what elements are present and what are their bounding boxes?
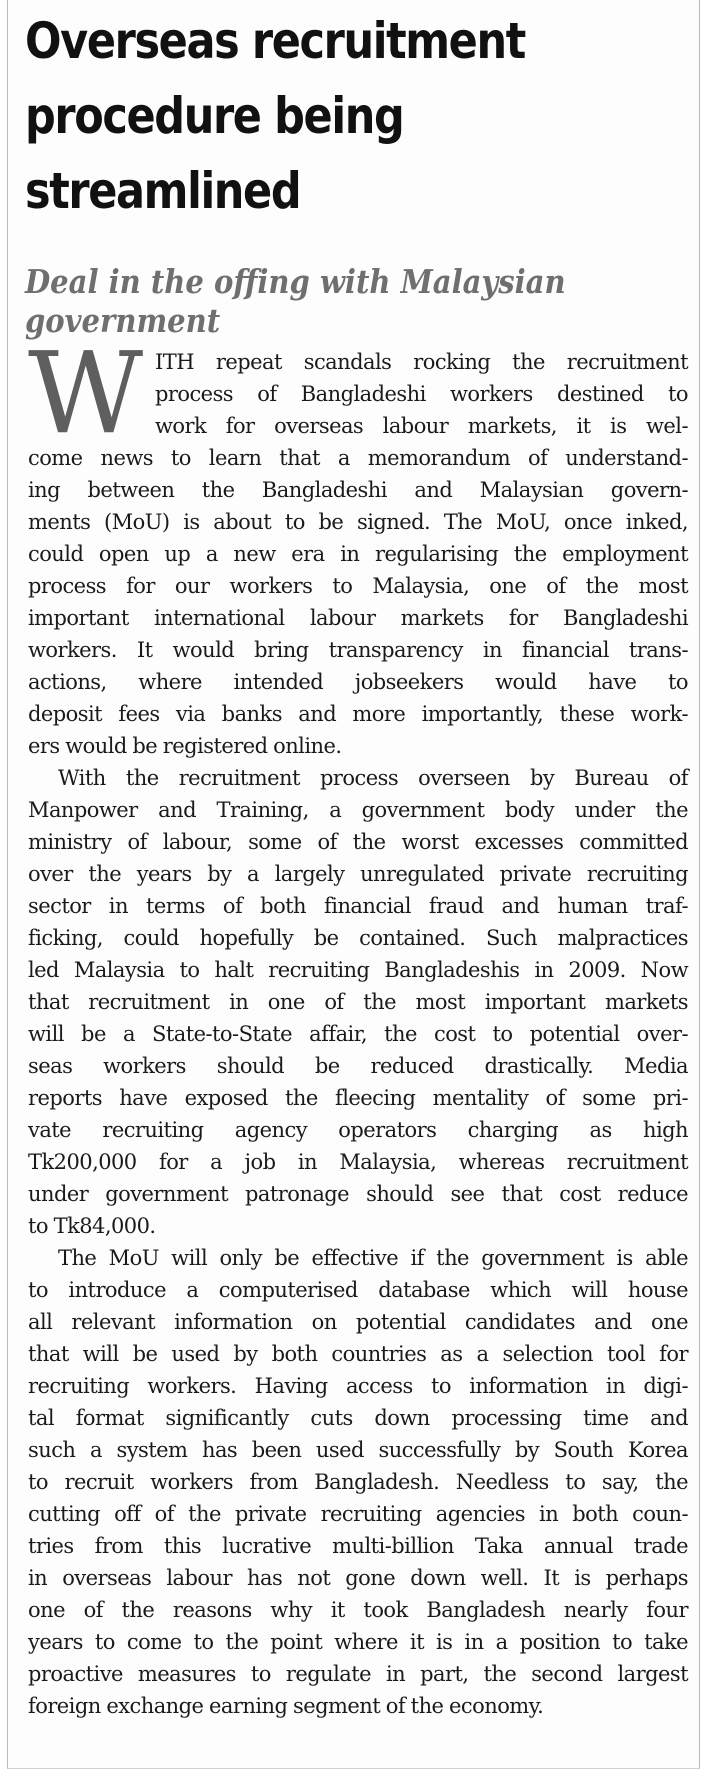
- text-line: under government patronage should see that cost reduce: [28, 1182, 688, 1206]
- text-line: could open up a new era in regularising the employment: [28, 542, 688, 566]
- text-line: With the recruitment process overseen by Bureau of: [58, 766, 688, 790]
- text-line: to introduce a computerised database which will house: [28, 1278, 688, 1302]
- text-line: process of Bangladeshi workers destined to: [155, 382, 688, 406]
- text-line: one of the reasons why it took Bangladesh nearly four: [28, 1598, 688, 1622]
- text-line: deposit fees via banks and more importantly, these work-: [28, 702, 688, 726]
- subheadline-line: government: [25, 301, 221, 340]
- text-line: to recruit workers from Bangladesh. Needless to say, the: [28, 1470, 688, 1494]
- text-line: years to come to the point where it is in a position to take: [28, 1630, 688, 1654]
- text-line: recruiting workers. Having access to information in digi-: [28, 1374, 688, 1398]
- text-line: Manpower and Training, a government body under the: [28, 798, 688, 822]
- text-line: important international labour markets for Bangladeshi: [28, 606, 688, 630]
- text-line: proactive measures to regulate in part, the second largest: [28, 1662, 688, 1686]
- text-line: ITH repeat scandals rocking the recruitment: [155, 350, 688, 374]
- text-line: ments (MoU) is about to be signed. The MoU, once inked,: [28, 510, 688, 534]
- text-line: work for overseas labour markets, it is wel-: [155, 414, 688, 438]
- text-line: ficking, could hopefully be contained. Such malpractices: [28, 926, 688, 950]
- text-line: that recruitment in one of the most important markets: [28, 990, 688, 1014]
- text-line: in overseas labour has not gone down well. It is perhaps: [28, 1566, 688, 1590]
- editorial-clipping: [7, 0, 700, 1769]
- headline-line: streamlined: [25, 162, 301, 220]
- text-line: tries from this lucrative multi-billion Taka annual trade: [28, 1534, 688, 1558]
- text-line: workers. It would bring transparency in financial trans-: [28, 638, 688, 662]
- headline: [25, 4, 593, 229]
- text-line: reports have exposed the fleecing mentality of some pri-: [28, 1086, 688, 1110]
- text-line: The MoU will only be effective if the government is able: [58, 1246, 688, 1270]
- text-line: process for our workers to Malaysia, one of the most: [28, 574, 688, 598]
- text-line: vate recruiting agency operators charging as high: [28, 1118, 688, 1142]
- text-line: tal format significantly cuts down processing time and: [28, 1406, 688, 1430]
- drop-cap: W: [28, 329, 138, 459]
- text-line: cutting off of the private recruiting agencies in both coun-: [28, 1502, 688, 1526]
- text-line: will be a State-to-State affair, the cost to potential over-: [28, 1022, 688, 1046]
- paragraph-3: [28, 1242, 688, 1722]
- headline-line: procedure being: [25, 87, 404, 145]
- text-line: ministry of labour, some of the worst excesses committed: [28, 830, 688, 854]
- text-line: actions, where intended jobseekers would have to: [28, 670, 688, 694]
- paragraph-2: [28, 762, 688, 1242]
- text-line: over the years by a largely unregulated private recruiting: [28, 862, 688, 886]
- text-line: such a system has been used successfully by South Korea: [28, 1438, 688, 1462]
- text-line: all relevant information on potential candidates and one: [28, 1310, 688, 1334]
- text-line: Tk200,000 for a job in Malaysia, whereas recruitment: [28, 1150, 688, 1174]
- text-line: led Malaysia to halt recruiting Bangladeshis in 2009. Now: [28, 958, 688, 982]
- text-line: come news to learn that a memorandum of understand-: [28, 446, 688, 470]
- text-line: that will be used by both countries as a selection tool for: [28, 1342, 688, 1366]
- text-line: foreign exchange earning segment of the economy.: [28, 1694, 544, 1718]
- text-line: seas workers should be reduced drastically. Media: [28, 1054, 688, 1078]
- text-line: ing between the Bangladeshi and Malaysian govern-: [28, 478, 688, 502]
- text-line: sector in terms of both financial fraud and human traf-: [28, 894, 688, 918]
- subheadline-line: Deal in the offing with Malaysian: [25, 262, 566, 301]
- headline-line: Overseas recruitment: [25, 12, 525, 70]
- article-body: [28, 329, 688, 1722]
- text-line: to Tk84,000.: [28, 1214, 156, 1238]
- paragraph-1: [28, 329, 688, 762]
- text-line: ers would be registered online.: [28, 734, 342, 758]
